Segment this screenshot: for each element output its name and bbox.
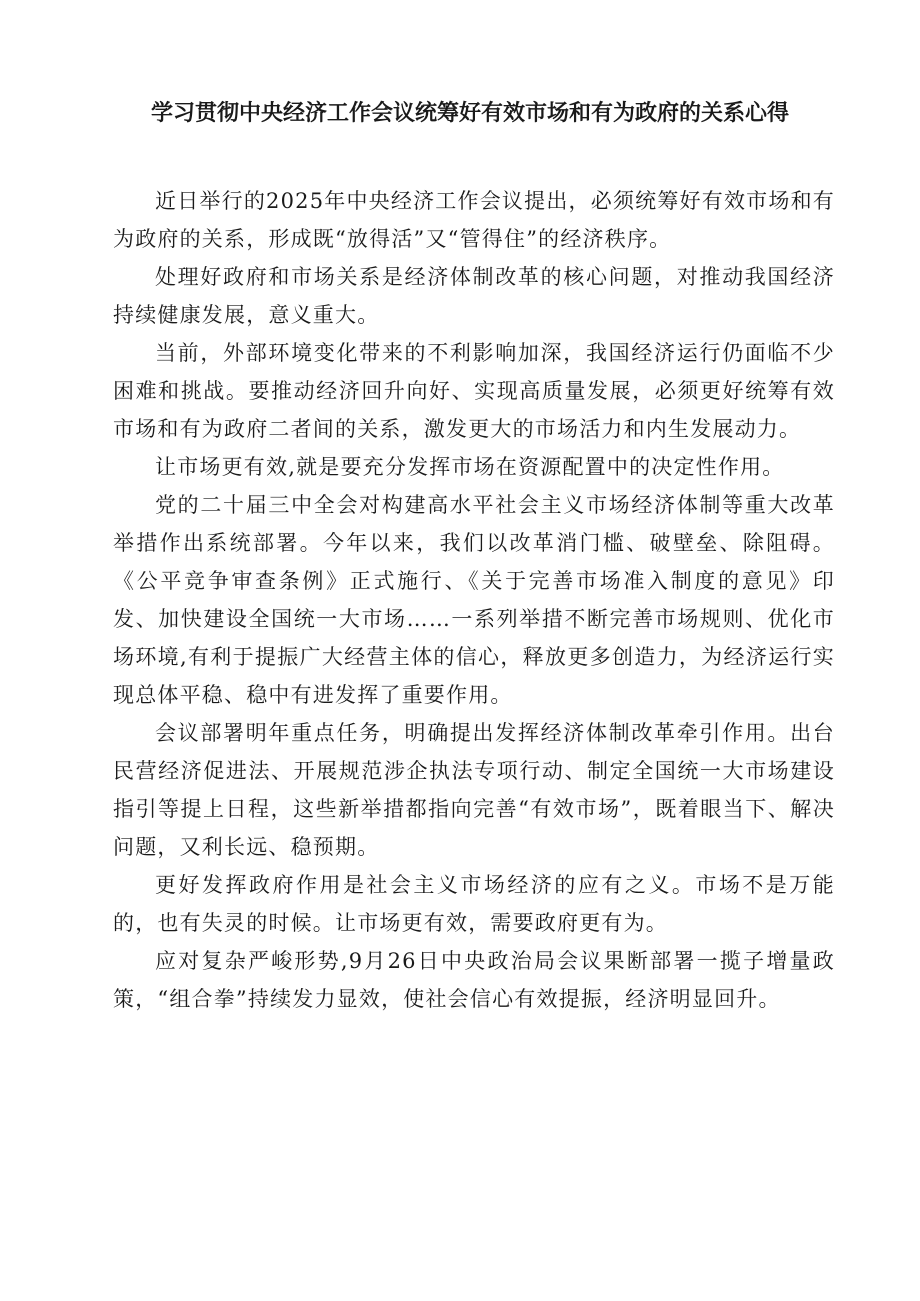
document-title: 学习贯彻中央经济工作会议统筹好有效市场和有为政府的关系心得 [150,101,789,126]
paragraph-5: 党的二十届三中全会对构建高水平社会主义市场经济体制等重大改革举措作出系统部署。今年以来，我们以改革消门槛、破壁垒、除阻碍。《公平竞争审查条例》正式施行、《关于完善市场准入制度的意见》印发、加快建设全国统一大市场……一系列举措不断完善市场规则、优化市场环境,有利于提振广大经营主体的信心，释放更多创造力，为经济运行实现总体平稳、稳中有进发挥了重要作用。 [113,493,835,707]
document-body [113,182,835,1018]
paragraph-1: 近日举行的2025年中央经济工作会议提出，必须统筹好有效市场和有为政府的关系，形成既“放得活”又“管得住”的经济秩序。 [113,189,835,251]
paragraph-8: 应对复杂严峻形势,9月26日中央政治局会议果断部署一揽子增量政策，“组合拳”持续发力显效，使社会信心有效提振，经济明显回升。 [113,949,835,1011]
paragraph-6: 会议部署明年重点任务，明确提出发挥经济体制改革牵引作用。出台民营经济促进法、开展规范涉企执法专项行动、制定全国统一大市场建设指引等提上日程，这些新举措都指向完善“有效市场”，既着眼当下、解决问题，又利长远、稳预期。 [113,721,835,859]
paragraph-3: 当前，外部环境变化带来的不利影响加深，我国经济运行仍面临不少困难和挑战。要推动经济回升向好、实现高质量发展，必须更好统筹有效市场和有为政府二者间的关系，激发更大的市场活力和内生发展动力。 [113,341,835,441]
paragraph-2: 处理好政府和市场关系是经济体制改革的核心问题，对推动我国经济持续健康发展，意义重大。 [113,265,835,327]
paragraph-7: 更好发挥政府作用是社会主义市场经济的应有之义。市场不是万能的，也有失灵的时候。让市场更有效，需要政府更有为。 [113,873,835,935]
paragraph-4: 让市场更有效,就是要充分发挥市场在资源配置中的决定性作用。 [155,455,785,479]
